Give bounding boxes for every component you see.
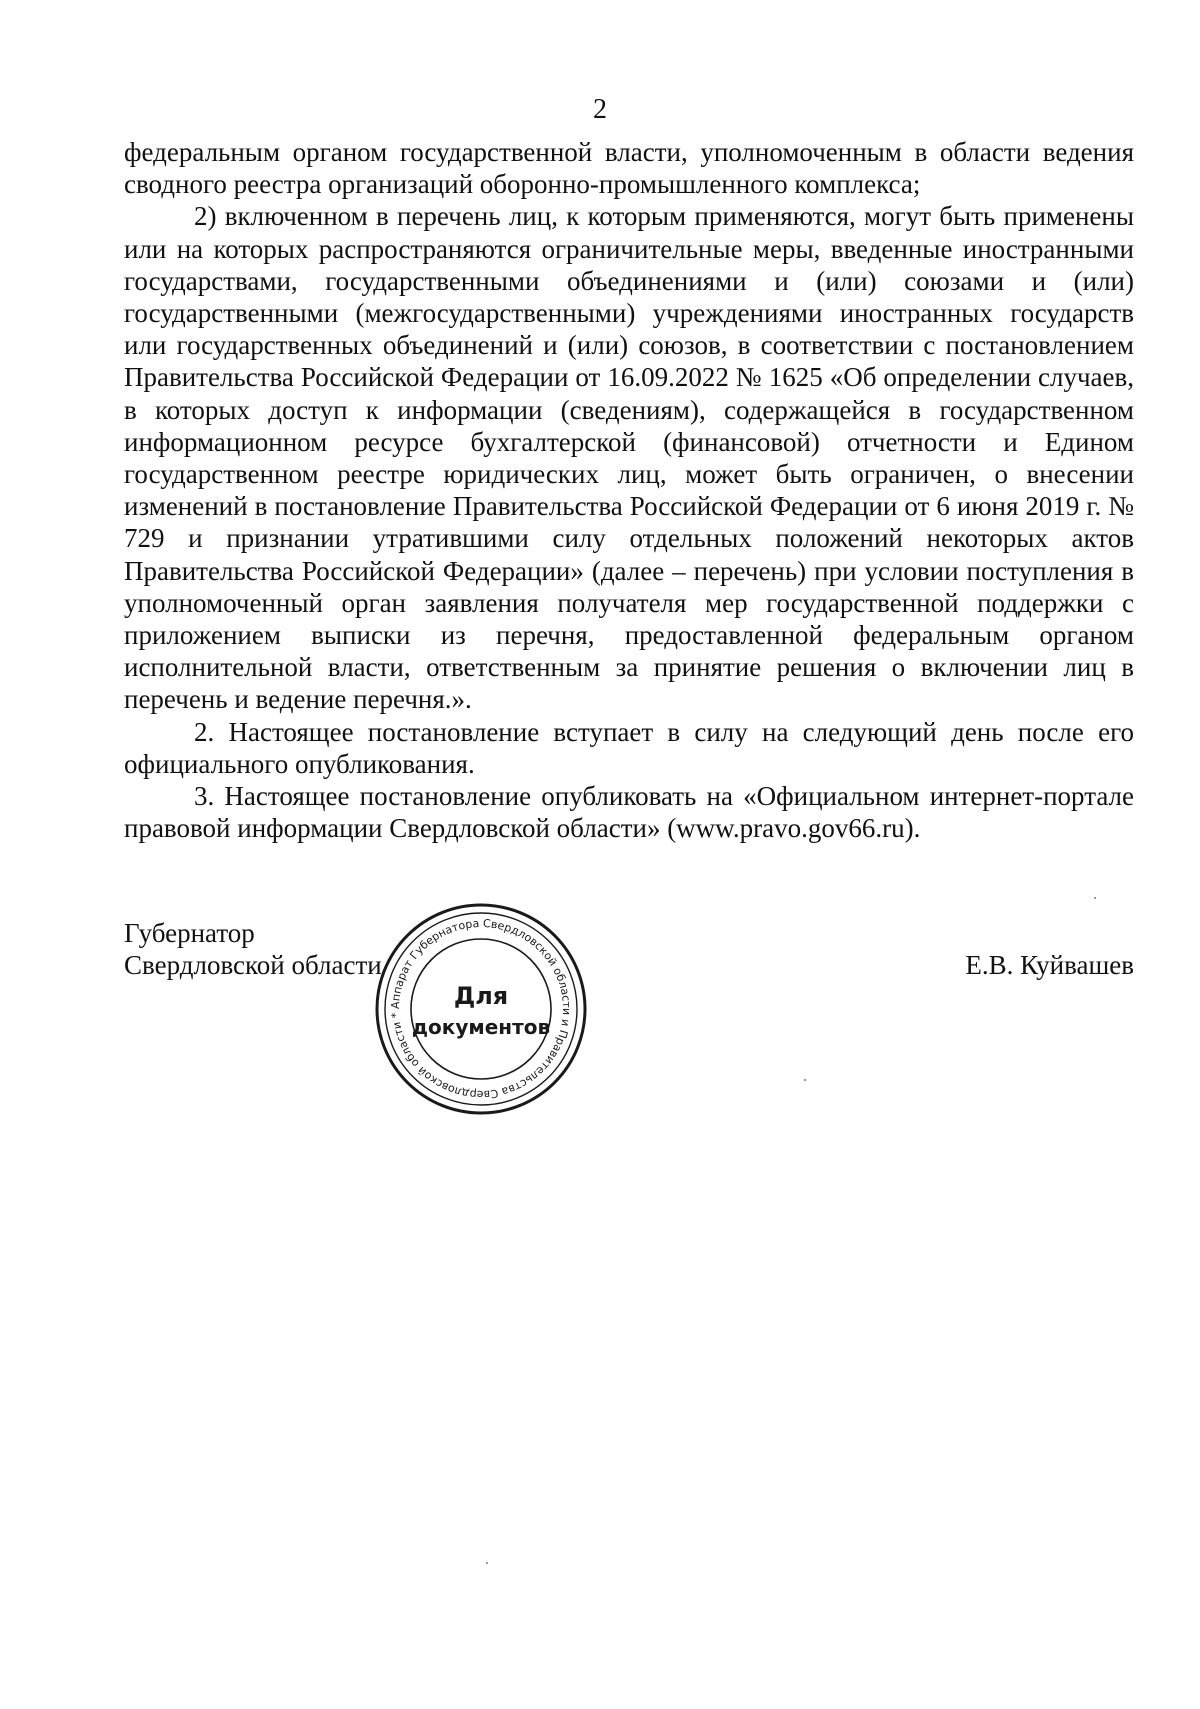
stamp-seal-graphic: [372, 900, 590, 1118]
document-body: [124, 136, 1134, 844]
stamp-ring-text: Аппарат Губернатора Свердловской области и Правительства Свердловской области *: [388, 916, 574, 1102]
paragraph-item-2: 2) включенном в перечень лиц, к которым применяются, могут быть применены или на которых распространяются ограничительные меры, введенные иностранными государствами, государственными объединениями и (или) союзами и (или) государственными (межгосударственными) учреждениями иностранных государств или государственных объединений и (или) союзов, в соответствии с постановлением Правительства Российской Федерации от 16.09.2022 № 1625 «Об определении случаев, в которых доступ к информации (сведениям), содержащейся в государственном информационном ресурсе бухгалтерской (финансовой) отчетности и Едином государственном реестре юридических лиц, может быть ограничен, о внесении изменений в постановление Правительства Российской Федерации от 6 июня 2019 г. № 729 и признании утратившими силу отдельных положений некоторых актов Правительства Российской Федерации» (далее – перечень) при условии поступления в уполномоченный орган заявления получателя мер государственной поддержки с приложением выписки из перечня, предоставленной федеральным органом исполнительной власти, ответственным за принятие решения о включении лиц в перечень и ведение перечня.».: [124, 201, 1134, 715]
page-number: 2: [593, 94, 607, 125]
signatory-name: Е.В. Куйвашев: [965, 950, 1134, 980]
signatory-title-line-2: Свердловской области: [124, 950, 382, 980]
paragraph-effective-date: 2. Настоящее постановление вступает в силу на следующий день после его официального опубликования.: [124, 716, 1134, 779]
stamp-center-line-2: документов: [411, 1015, 551, 1039]
paragraph-publication: 3. Настоящее постановление опубликовать на «Официальном интернет-портале правовой информации Свердловской области» (www.pravo.gov66.ru).: [124, 781, 1134, 844]
scan-speck: [486, 1562, 488, 1564]
signatory-title-line-1: Губернатор: [124, 918, 255, 948]
scan-speck: [804, 1079, 806, 1081]
official-stamp: [372, 900, 590, 1118]
signatory-title: [124, 917, 382, 981]
stamp-center-line-1: Для: [453, 982, 509, 1010]
paragraph-continuation: федеральным органом государственной власти, уполномоченным в области ведения сводного реестра организаций оборонно-промышленного комплекса;: [124, 137, 1134, 200]
scan-speck: [1094, 897, 1096, 899]
